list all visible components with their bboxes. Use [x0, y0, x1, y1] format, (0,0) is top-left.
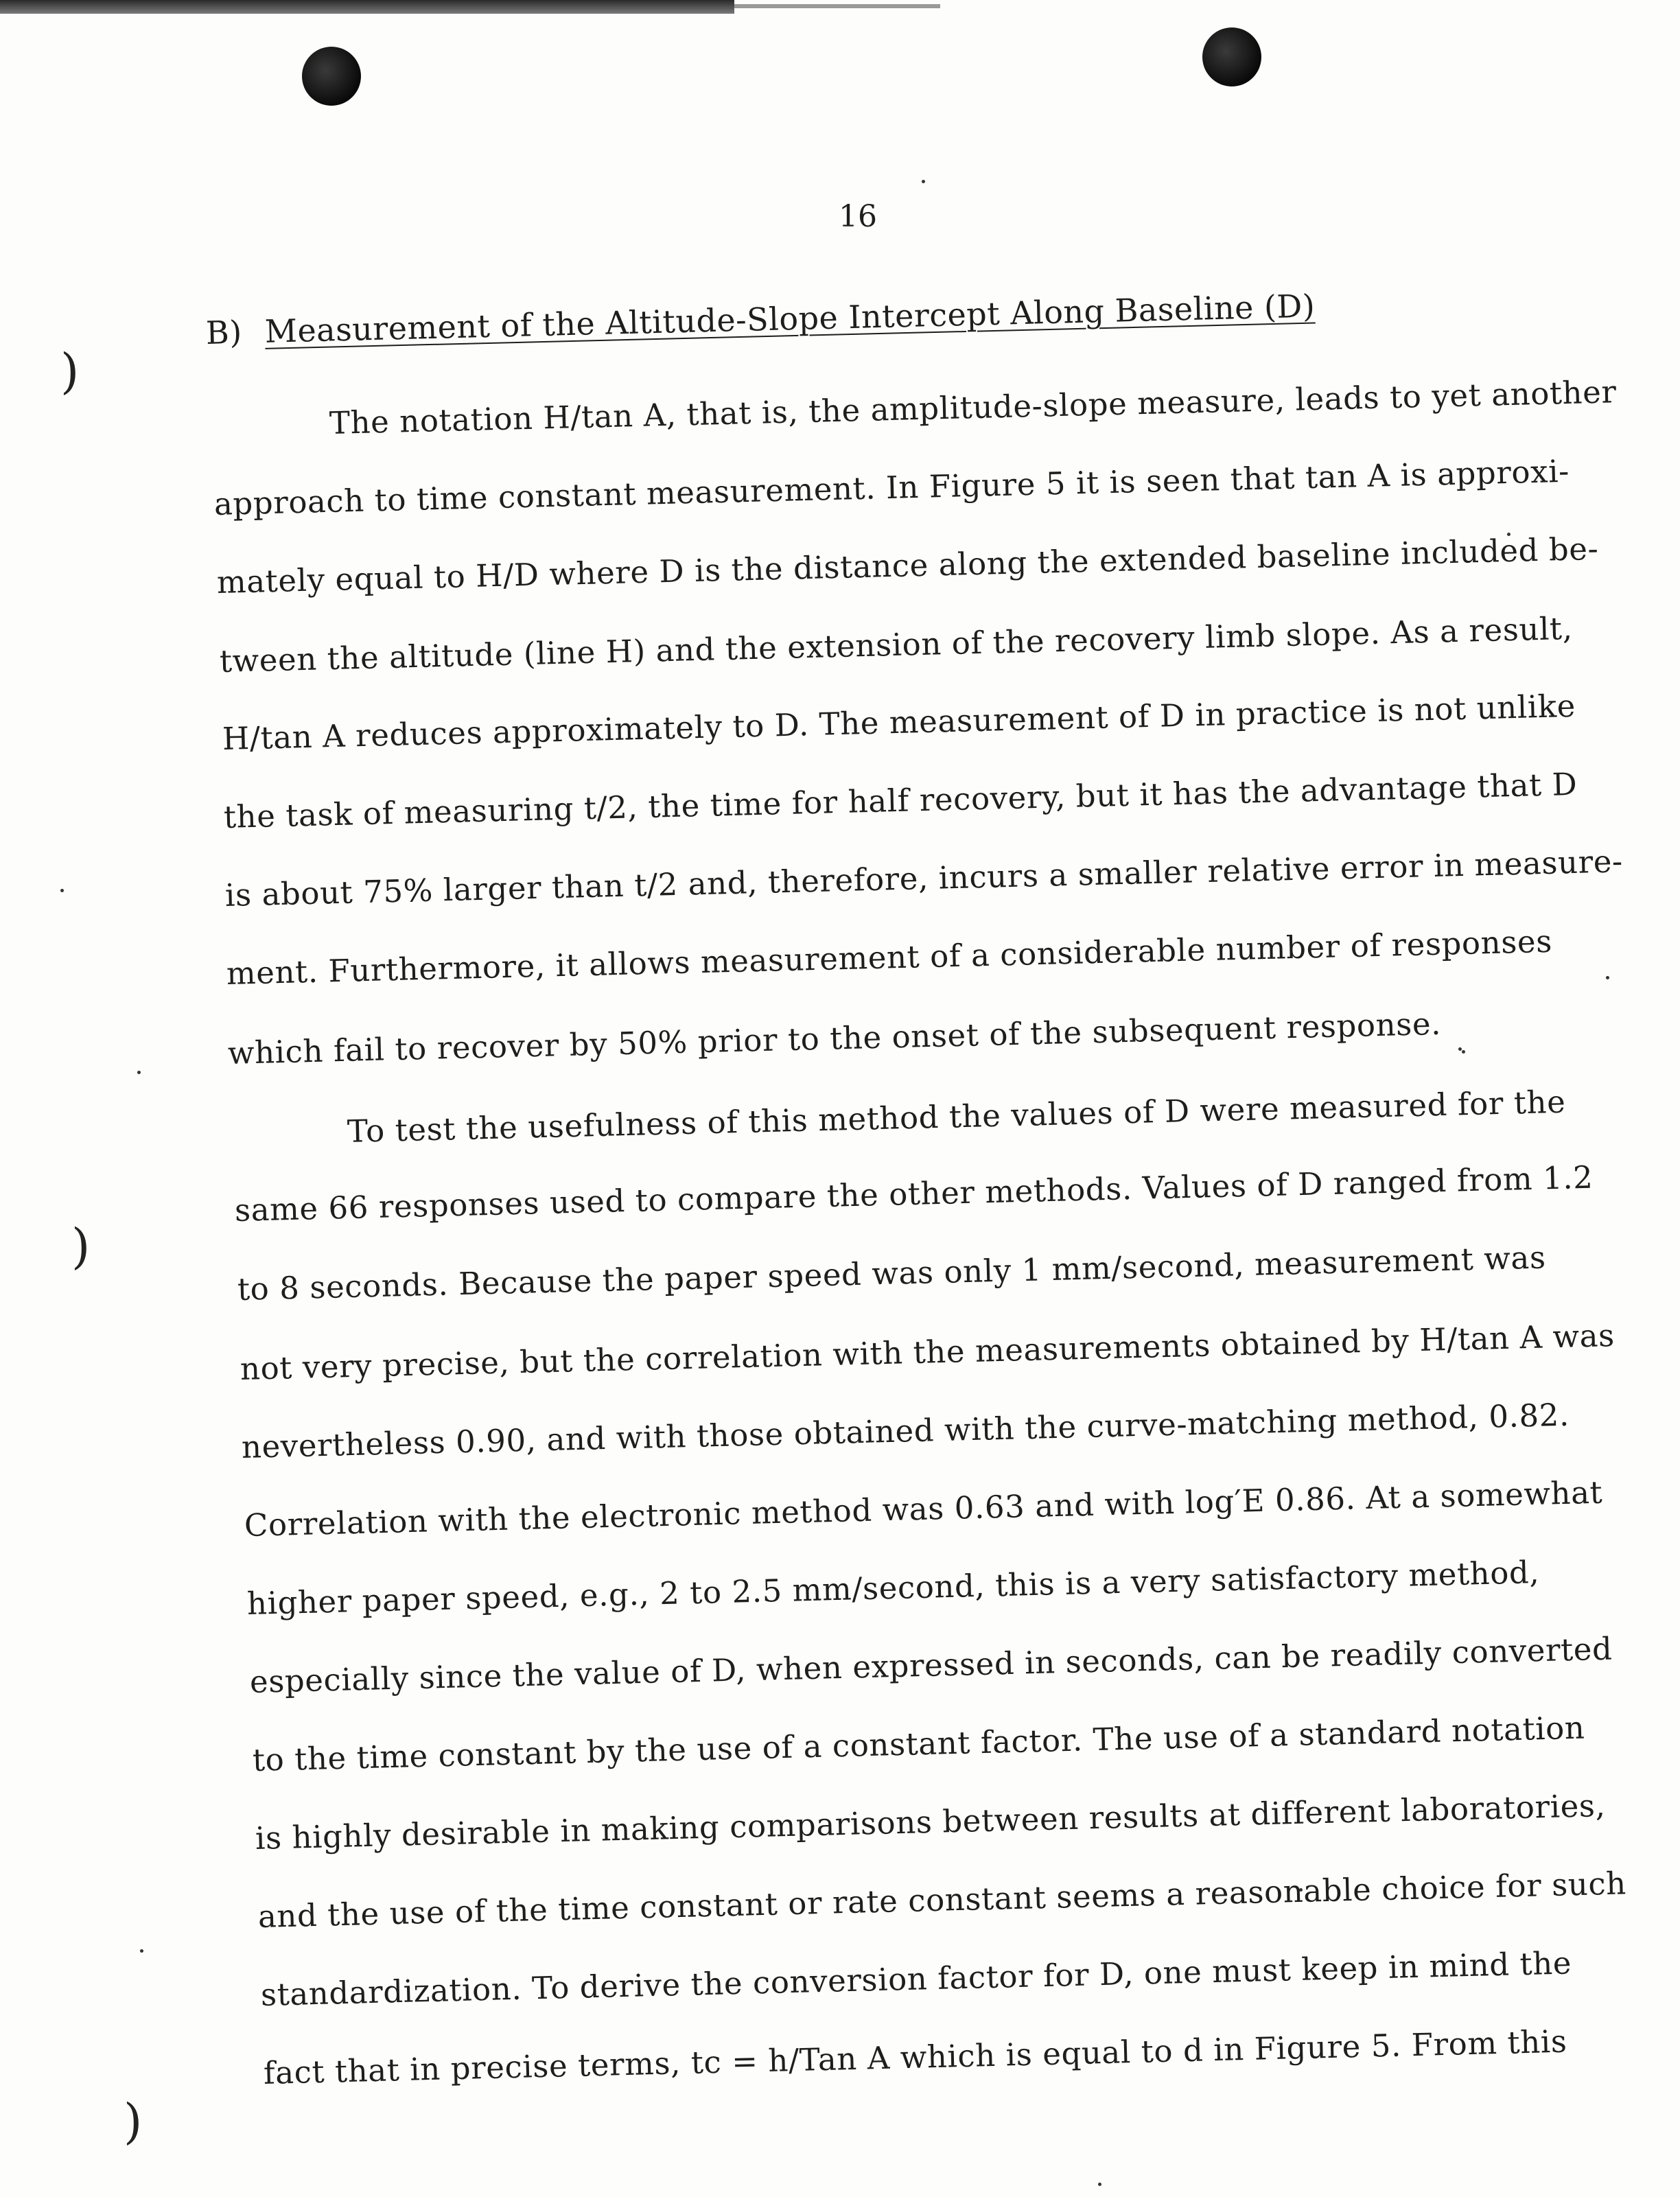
paragraph-line: H/tan A reduces approximately to D. The measurement of D in practice is not unlike: [222, 687, 1576, 757]
scan-speck: [1606, 976, 1609, 979]
punch-hole-right: [1202, 27, 1261, 86]
scan-speck: [922, 180, 925, 183]
paragraph-line: especially since the value of D, when expressed in seconds, can be readily converted: [249, 1630, 1613, 1700]
paragraph-line: fact that in precise terms, tc = h/Tan A which is equal to d in Figure 5. From this: [263, 2023, 1568, 2091]
scan-speck: [1462, 1050, 1465, 1054]
paragraph-line: tween the altitude (line H) and the extension of the recovery limb slope. As a result,: [219, 609, 1574, 679]
paragraph-line: same 66 responses used to compare the other methods. Values of D ranged from 1.2: [234, 1159, 1594, 1229]
paragraph-line: approach to time constant measurement. In Figure 5 it is seen that tan A is approxi-: [213, 452, 1570, 522]
scan-speck: [1098, 2183, 1101, 2186]
scan-edge-bar: [0, 0, 734, 14]
paragraph-line: to the time constant by the use of a constant factor. The use of a standard notation: [252, 1709, 1586, 1778]
paragraph-line: the task of measuring t/2, the time for half recovery, but it has the advantage that D: [223, 765, 1578, 835]
punch-hole-left: [302, 47, 361, 106]
margin-mark: ): [71, 1218, 91, 1275]
paragraph-line: higher paper speed, e.g., 2 to 2.5 mm/second, this is a very satisfactory method,: [246, 1553, 1540, 1622]
paragraph-line: mately equal to H/D where D is the distance along the extended baseline included be-: [216, 530, 1599, 601]
margin-mark: ): [124, 2093, 143, 2150]
scan-speck: [1458, 1047, 1462, 1051]
paragraph-line: not very precise, but the correlation with the measurements obtained by H/tan A was: [240, 1317, 1615, 1387]
section-title: Measurement of the Altitude-Slope Intercept Along Baseline (D): [264, 287, 1316, 350]
paragraph-line: The notation H/tan A, that is, the amplitude-slope measure, leads to yet another: [329, 373, 1618, 441]
paragraph-line: standardization. To derive the conversion factor for D, one must keep in mind the: [260, 1944, 1572, 2013]
margin-mark: ): [60, 343, 80, 399]
paragraph-line: Correlation with the electronic method was 0.63 and with log′E 0.86. At a somewhat: [244, 1474, 1603, 1544]
section-label: B): [205, 313, 243, 351]
scan-speck: [140, 1949, 143, 1953]
paragraph-line: ment. Furthermore, it allows measurement of a considerable number of responses: [226, 922, 1553, 992]
paragraph-line: which fail to recover by 50% prior to the onset of the subsequent response.: [227, 1005, 1442, 1071]
scan-edge-bar-thin: [734, 4, 940, 8]
paragraph-line: to 8 seconds. Because the paper speed was only 1 mm/second, measurement was: [237, 1239, 1547, 1307]
page-number: 16: [839, 199, 877, 234]
paragraph-line: To test the usefulness of this method the values of D were measured for the: [347, 1083, 1566, 1150]
scan-speck: [60, 889, 64, 892]
paragraph-line: is highly desirable in making comparisons between results at different laboratories,: [255, 1787, 1607, 1857]
section-heading: [205, 288, 1316, 351]
paragraph-line: nevertheless 0.90, and with those obtained with the curve-matching method, 0.82.: [241, 1396, 1570, 1465]
paragraph-line: is about 75% larger than t/2 and, therefore, incurs a smaller relative error in measure-: [224, 843, 1624, 914]
scan-speck: [137, 1071, 141, 1074]
paragraph-line: and the use of the time constant or rate constant seems a reasonable choice for such: [257, 1865, 1627, 1935]
